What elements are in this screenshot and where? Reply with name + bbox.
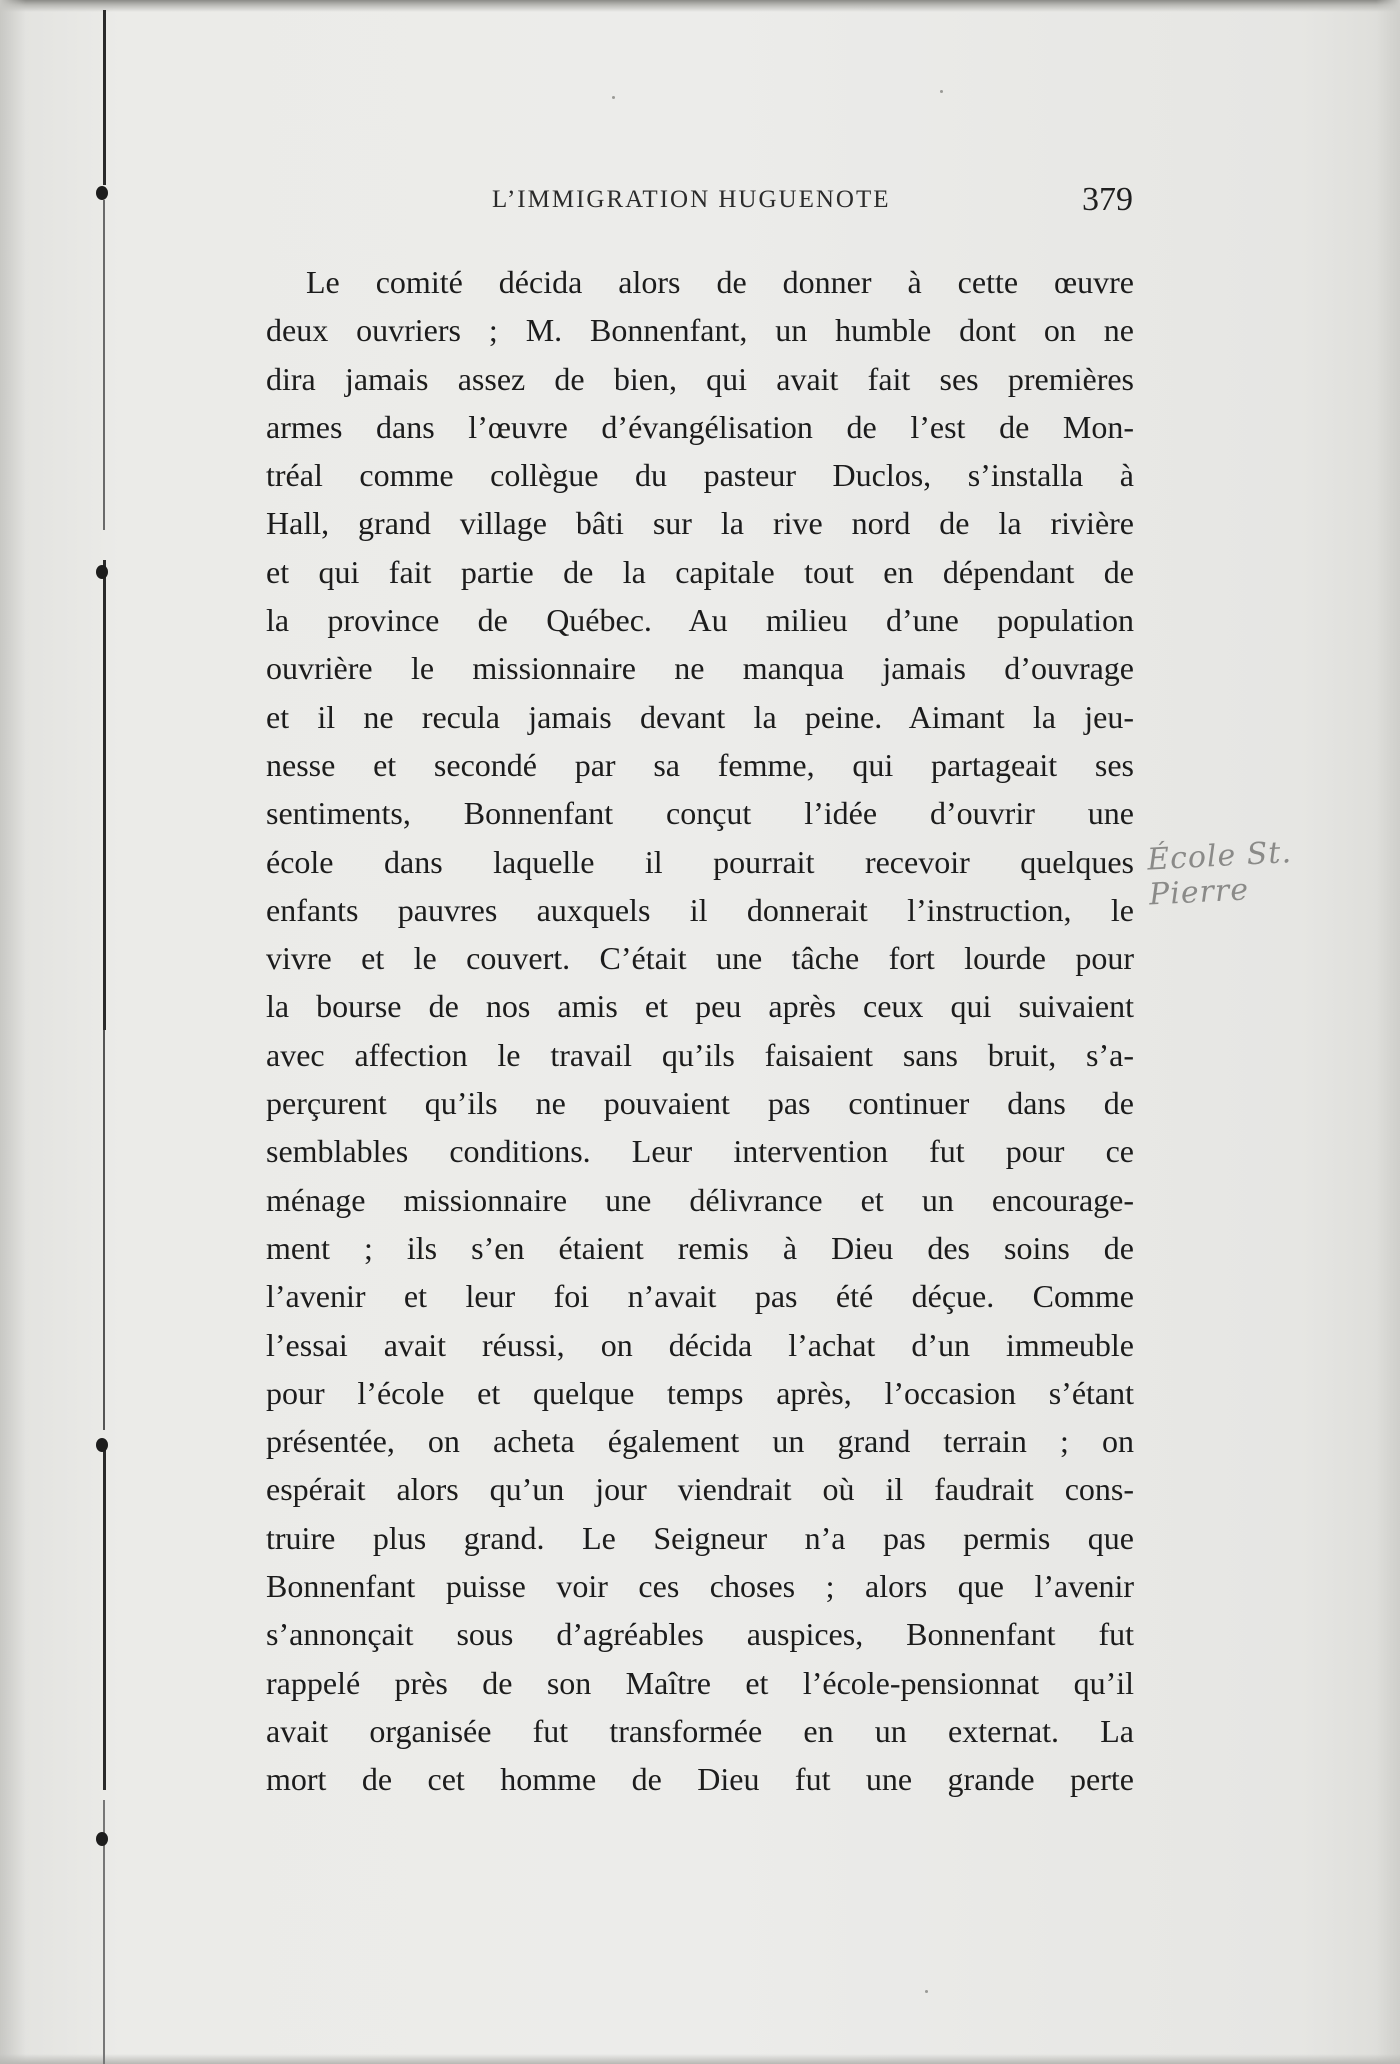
text-line: l’essai avait réussi, on décida l’achat d’un immeuble — [266, 1326, 1134, 1363]
running-head: L’IMMIGRATION HUGUENOTE — [492, 186, 891, 213]
text-line: la bourse de nos amis et peu après ceux qui suivaient — [266, 988, 1134, 1025]
text-line: mort de cet homme de Dieu fut une grande perte — [266, 1761, 1134, 1798]
text-line: et qui fait partie de la capitale tout en dépendant de — [266, 553, 1134, 590]
binding-mark — [96, 1832, 108, 1846]
body-text — [266, 258, 1134, 1804]
text-line: la province de Québec. Au milieu d’une population — [266, 602, 1134, 639]
text-line: ouvrière le missionnaire ne manqua jamais d’ouvrage — [266, 650, 1134, 687]
binding-line — [103, 560, 106, 1030]
text-line: avec affection le travail qu’ils faisaient sans bruit, s’a- — [266, 1036, 1134, 1073]
text-line: sentiments, Bonnenfant conçut l’idée d’ouvrir une — [266, 795, 1134, 832]
text-line: et il ne recula jamais devant la peine. Aimant la jeu- — [266, 698, 1134, 735]
text-line: ménage missionnaire une délivrance et un encourage- — [266, 1181, 1134, 1218]
text-line: nesse et secondé par sa femme, qui partageait ses — [266, 746, 1134, 783]
text-line: rappelé près de son Maître et l’école-pensionnat qu’il — [266, 1664, 1134, 1701]
paper-speck — [925, 1990, 928, 1993]
text-line: avait organisée fut transformée en un externat. La — [266, 1712, 1134, 1749]
page-top-edge — [0, 0, 1400, 12]
binding-mark — [96, 186, 108, 200]
binding-line — [103, 1030, 105, 1430]
text-line: semblables conditions. Leur intervention fut pour ce — [266, 1133, 1134, 1170]
gutter-shadow — [0, 0, 26, 2064]
text-line: ment ; ils s’en étaient remis à Dieu des soins de — [266, 1229, 1134, 1266]
page-bottom-edge — [0, 2054, 1400, 2064]
text-line: dira jamais assez de bien, qui avait fait ses premières — [266, 360, 1134, 397]
binding-mark — [96, 565, 108, 579]
text-line: deux ouvriers ; M. Bonnenfant, un humble dont on ne — [266, 312, 1134, 349]
text-line: Le comité décida alors de donner à cette œuvre — [306, 264, 1134, 300]
handwritten-margin-note: École St. Pierre — [1146, 835, 1293, 913]
text-line: enfants pauvres auxquels il donnerait l’instruction, le — [266, 891, 1134, 928]
page-right-edge — [1376, 0, 1400, 2064]
text-line: vivre et le couvert. C’était une tâche fort lourde pour — [266, 940, 1134, 977]
text-line: école dans laquelle il pourrait recevoir quelques — [266, 843, 1134, 880]
text-line: armes dans l’œuvre d’évangélisation de l’est de Mon- — [266, 408, 1134, 445]
text-line: Hall, grand village bâti sur la rive nord de la rivière — [266, 505, 1134, 542]
text-line: tréal comme collègue du pasteur Duclos, s’installa à — [266, 457, 1134, 494]
text-line: perçurent qu’ils ne pouvaient pas continuer dans de — [266, 1085, 1134, 1122]
binding-line — [103, 200, 105, 530]
paper-speck — [940, 90, 943, 93]
binding-mark — [96, 1438, 108, 1452]
text-line: s’annonçait sous d’agréables auspices, Bonnenfant fut — [266, 1616, 1134, 1653]
text-line: truire plus grand. Le Seigneur n’a pas permis que — [266, 1519, 1134, 1556]
page-number: 379 — [1082, 181, 1133, 218]
paper-speck — [612, 96, 615, 99]
text-line: présentée, on acheta également un grand terrain ; on — [266, 1423, 1134, 1460]
text-line: Bonnenfant puisse voir ces choses ; alors que l’avenir — [266, 1568, 1134, 1605]
text-line: pour l’école et quelque temps après, l’occasion s’étant — [266, 1374, 1134, 1411]
binding-line — [103, 10, 106, 185]
text-line: l’avenir et leur foi n’avait pas été déçue. Comme — [266, 1278, 1134, 1315]
binding-line — [103, 1440, 106, 1790]
text-line: espérait alors qu’un jour viendrait où il faudrait cons- — [266, 1471, 1134, 1508]
